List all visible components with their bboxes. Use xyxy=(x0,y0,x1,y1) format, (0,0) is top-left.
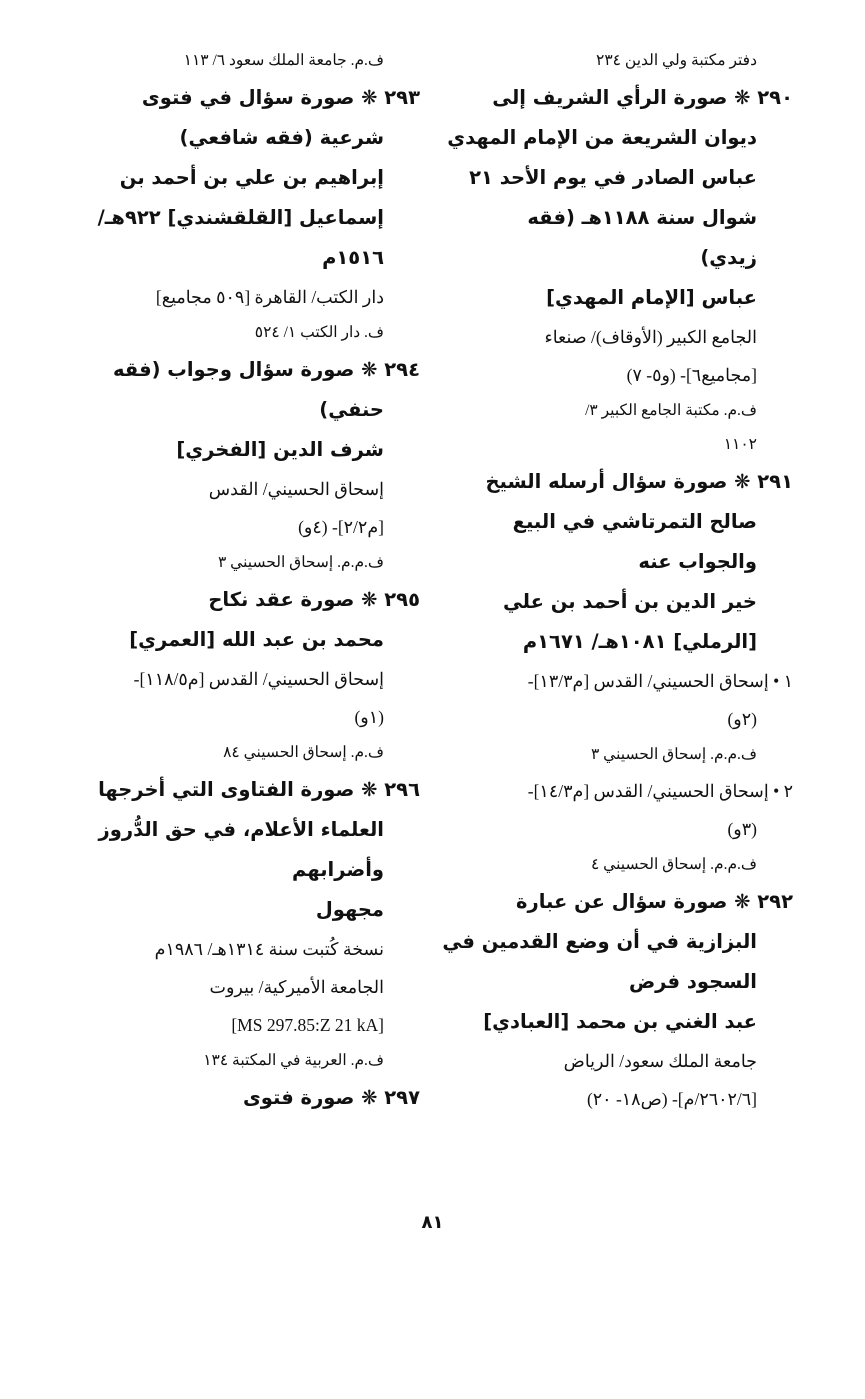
reference-line: ف.م.م. إسحاق الحسيني ٣ xyxy=(217,554,384,571)
reference-line: [مجاميع٦]- (و٥- ٧) xyxy=(626,365,757,385)
entry-line: والجواب عنه xyxy=(638,550,757,573)
entry-line: عباس الصادر في يوم الأحد ٢١ xyxy=(469,166,757,189)
entry-line: ٢٩٤ ❋ صورة سؤال وجواب (فقه xyxy=(112,358,420,381)
entry-line: إبراهيم بن علي بن أحمد بن xyxy=(119,166,384,189)
entry-line: ديوان الشريعة من الإمام المهدي xyxy=(447,126,757,149)
entry-line: السجود فرض xyxy=(628,970,757,993)
entry-line: عبد الغني بن محمد [العبادي] xyxy=(483,1010,757,1033)
reference-line: الجامع الكبير (الأوقاف)/ صنعاء xyxy=(544,327,757,347)
entry-line: ٢٩٦ ❋ صورة الفتاوى التي أخرجها xyxy=(98,778,420,801)
reference-line: (١و) xyxy=(354,707,384,727)
page-number: ٨١ xyxy=(421,1212,444,1233)
entry-line: وأضرابهم xyxy=(292,858,384,881)
entry-line: ٢٩٥ ❋ صورة عقد نكاح xyxy=(208,588,420,611)
entry-line: ٢٩٣ ❋ صورة سؤال في فتوى xyxy=(141,86,420,109)
entry-line: خير الدين بن أحمد بن علي xyxy=(502,590,757,613)
reference-line: الجامعة الأميركية/ بيروت xyxy=(209,977,384,997)
entry-line: عباس [الإمام المهدي] xyxy=(546,286,757,309)
reference-line: نسخة كُتبت سنة ١٣١٤هـ/ ١٩٨٦م xyxy=(154,939,384,959)
reference-line: ف.م. العربية في المكتبة ١٣٤ xyxy=(203,1052,384,1069)
reference-line: جامعة الملك سعود/ الرياض xyxy=(563,1051,757,1071)
reference-line: (٢و) xyxy=(727,709,757,729)
reference-line: (٣و) xyxy=(727,819,757,839)
entry-line: ٢٩١ ❋ صورة سؤال أرسله الشيخ xyxy=(485,470,793,493)
entry-line: ٢٩٢ ❋ صورة سؤال عن عبارة xyxy=(515,890,793,913)
entry-line: شوال سنة ١١٨٨هـ (فقه xyxy=(527,206,757,229)
reference-line: دفتر مكتبة ولي الدين ٢٣٤ xyxy=(596,52,757,69)
entry-line: شرعية (فقه شافعي) xyxy=(179,126,384,149)
reference-line: ف.م. جامعة الملك سعود ٦/ ١١٣ xyxy=(183,52,384,69)
reference-line: [م٢/٢]- (٤و) xyxy=(298,517,384,537)
reference-line: ف.م. إسحاق الحسيني ٨٤ xyxy=(223,744,384,761)
entry-line: العلماء الأعلام، في حق الدُّروز xyxy=(98,818,384,841)
reference-line: ١ • إسحاق الحسيني/ القدس [م١٣/٣]- xyxy=(527,671,793,691)
left-column xyxy=(50,44,420,1118)
reference-line: ف.م.م. إسحاق الحسيني ٣ xyxy=(590,746,757,763)
entry-line: حنفي) xyxy=(319,398,384,421)
entry-line: صالح التمرتاشي في البيع xyxy=(512,510,757,533)
reference-line: ف.م. مكتبة الجامع الكبير ٣/ xyxy=(585,402,757,419)
reference-line: دار الكتب/ القاهرة [٥٠٩ مجاميع] xyxy=(155,287,384,307)
entry-line: شرف الدين [الفخري] xyxy=(176,438,384,461)
entry-line: ٢٩٠ ❋ صورة الرأي الشريف إلى xyxy=(492,86,793,109)
reference-line: ف.م.م. إسحاق الحسيني ٤ xyxy=(590,856,757,873)
reference-line: [٢٦٠٢/٦/م]- (ص١٨- ٢٠) xyxy=(586,1089,757,1109)
entry-line: [الرملي] ١٠٨١هـ/ ١٦٧١م xyxy=(522,630,757,653)
entry-line: البزازية في أن وضع القدمين في xyxy=(442,930,757,953)
reference-line: إسحاق الحسيني/ القدس xyxy=(208,479,384,499)
right-column xyxy=(398,44,793,1118)
entry-line: محمد بن عبد الله [العمري] xyxy=(129,628,384,651)
reference-line: [MS 297.85:Z 21 kA] xyxy=(231,1015,384,1035)
reference-line: ٢ • إسحاق الحسيني/ القدس [م١٤/٣]- xyxy=(527,781,793,801)
entry-line: ٢٩٧ ❋ صورة فتوى xyxy=(242,1086,420,1109)
entry-line: إسماعيل [القلقشندي] ٩٢٢هـ/ xyxy=(97,206,384,229)
reference-line: ١١٠٢ xyxy=(723,436,757,453)
entry-line: ١٥١٦م xyxy=(322,246,384,269)
entry-line: زيدي) xyxy=(700,246,757,269)
reference-line: ف. دار الكتب ١/ ٥٢٤ xyxy=(254,324,384,341)
entry-line: مجهول xyxy=(315,898,384,921)
reference-line: إسحاق الحسيني/ القدس [م١١٨/٥]- xyxy=(133,669,384,689)
